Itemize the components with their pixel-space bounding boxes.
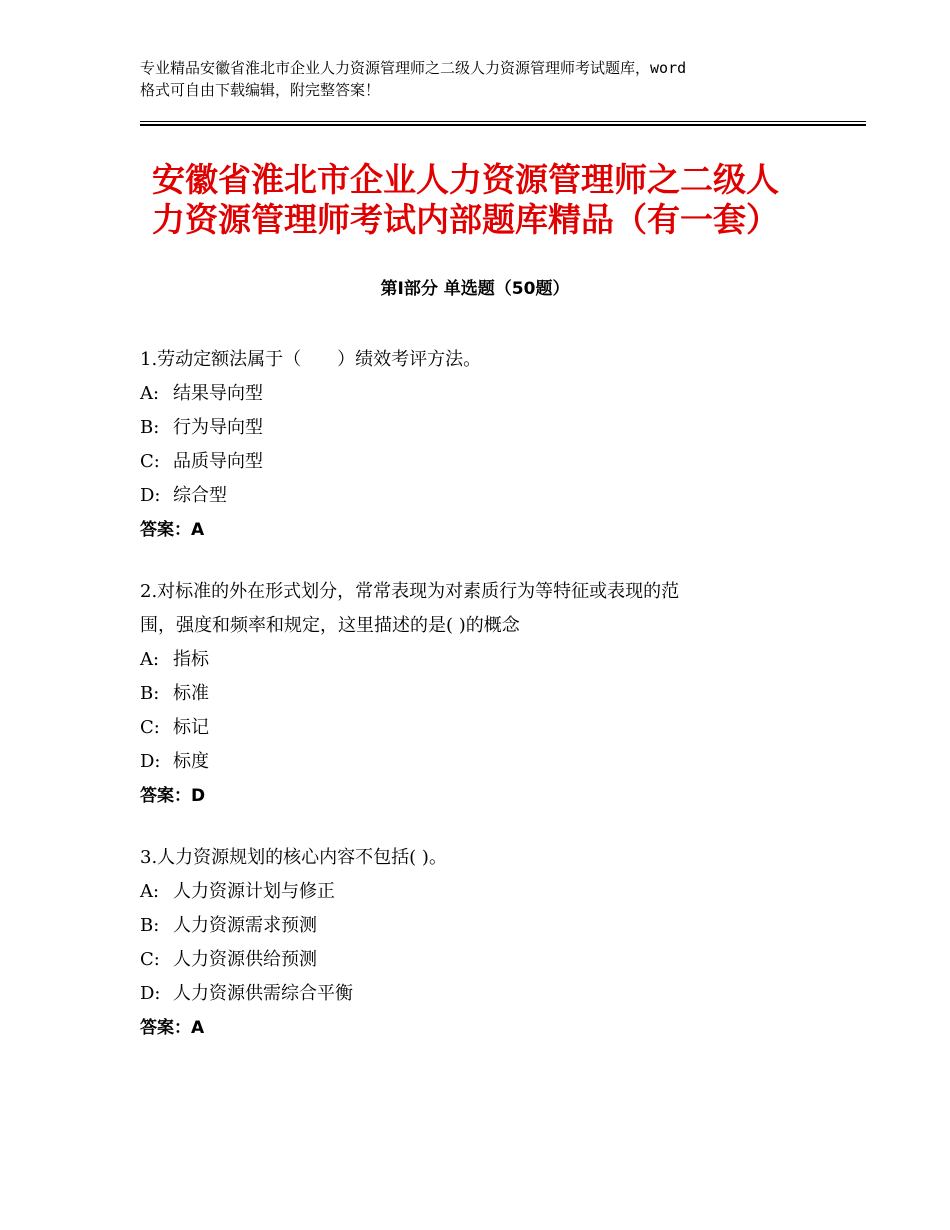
question-1	[140, 343, 820, 547]
header-divider-thin	[140, 121, 866, 122]
option-letter: A:	[140, 881, 160, 902]
option-text: 结果导向型	[173, 383, 263, 404]
question-3	[140, 841, 820, 1045]
option-text: 人力资源计划与修正	[173, 881, 335, 902]
answer-line: 答案：A	[140, 520, 205, 540]
option-b	[140, 411, 820, 445]
answer-line: 答案：D	[140, 786, 206, 806]
option-letter: A:	[140, 383, 160, 404]
option-letter: D:	[140, 983, 161, 1004]
question-list	[140, 343, 820, 1073]
option-text: 人力资源供需综合平衡	[173, 983, 353, 1004]
option-letter: A:	[140, 649, 160, 670]
option-c	[140, 711, 820, 745]
question-stem: 1.劳动定额法属于（ ）绩效考评方法。	[140, 349, 482, 370]
option-letter: C:	[140, 717, 160, 738]
option-letter: B:	[140, 417, 160, 438]
option-text: 标记	[173, 717, 209, 738]
question-stem-continued: 围，强度和频率和规定，这里描述的是( )的概念	[140, 615, 520, 636]
option-b	[140, 909, 820, 943]
option-c	[140, 943, 820, 977]
question-2	[140, 575, 820, 813]
document-title-line-2: 力资源管理师考试内部题库精品（有一套）	[152, 200, 779, 239]
option-letter: C:	[140, 451, 160, 472]
document-title	[152, 160, 842, 240]
header-note	[140, 57, 840, 101]
option-letter: D:	[140, 751, 161, 772]
option-a	[140, 643, 820, 677]
option-a	[140, 875, 820, 909]
option-text: 人力资源供给预测	[173, 949, 317, 970]
option-d	[140, 745, 820, 779]
question-stem: 3.人力资源规划的核心内容不包括( )。	[140, 847, 447, 868]
header-note-line-1: 专业精品安徽省淮北市企业人力资源管理师之二级人力资源管理师考试题库，word	[140, 59, 687, 77]
option-letter: B:	[140, 683, 160, 704]
option-d	[140, 977, 820, 1011]
header-divider-thick	[140, 124, 866, 126]
option-text: 品质导向型	[173, 451, 263, 472]
option-text: 指标	[173, 649, 209, 670]
option-text: 行为导向型	[173, 417, 263, 438]
document-title-line-1: 安徽省淮北市企业人力资源管理师之二级人	[152, 160, 779, 199]
option-a	[140, 377, 820, 411]
option-text: 人力资源需求预测	[173, 915, 317, 936]
option-letter: B:	[140, 915, 160, 936]
option-text: 标准	[173, 683, 209, 704]
option-letter: D:	[140, 485, 161, 506]
option-text: 综合型	[173, 485, 227, 506]
option-text: 标度	[173, 751, 209, 772]
answer-line: 答案：A	[140, 1018, 205, 1038]
question-stem: 2.对标准的外在形式划分，常常表现为对素质行为等特征或表现的范	[140, 581, 680, 602]
header-note-line-2: 格式可自由下载编辑，附完整答案！	[140, 81, 381, 99]
section-title: 第Ⅰ部分 单选题（50题）	[380, 279, 570, 299]
option-letter: C:	[140, 949, 160, 970]
option-b	[140, 677, 820, 711]
option-c	[140, 445, 820, 479]
option-d	[140, 479, 820, 513]
